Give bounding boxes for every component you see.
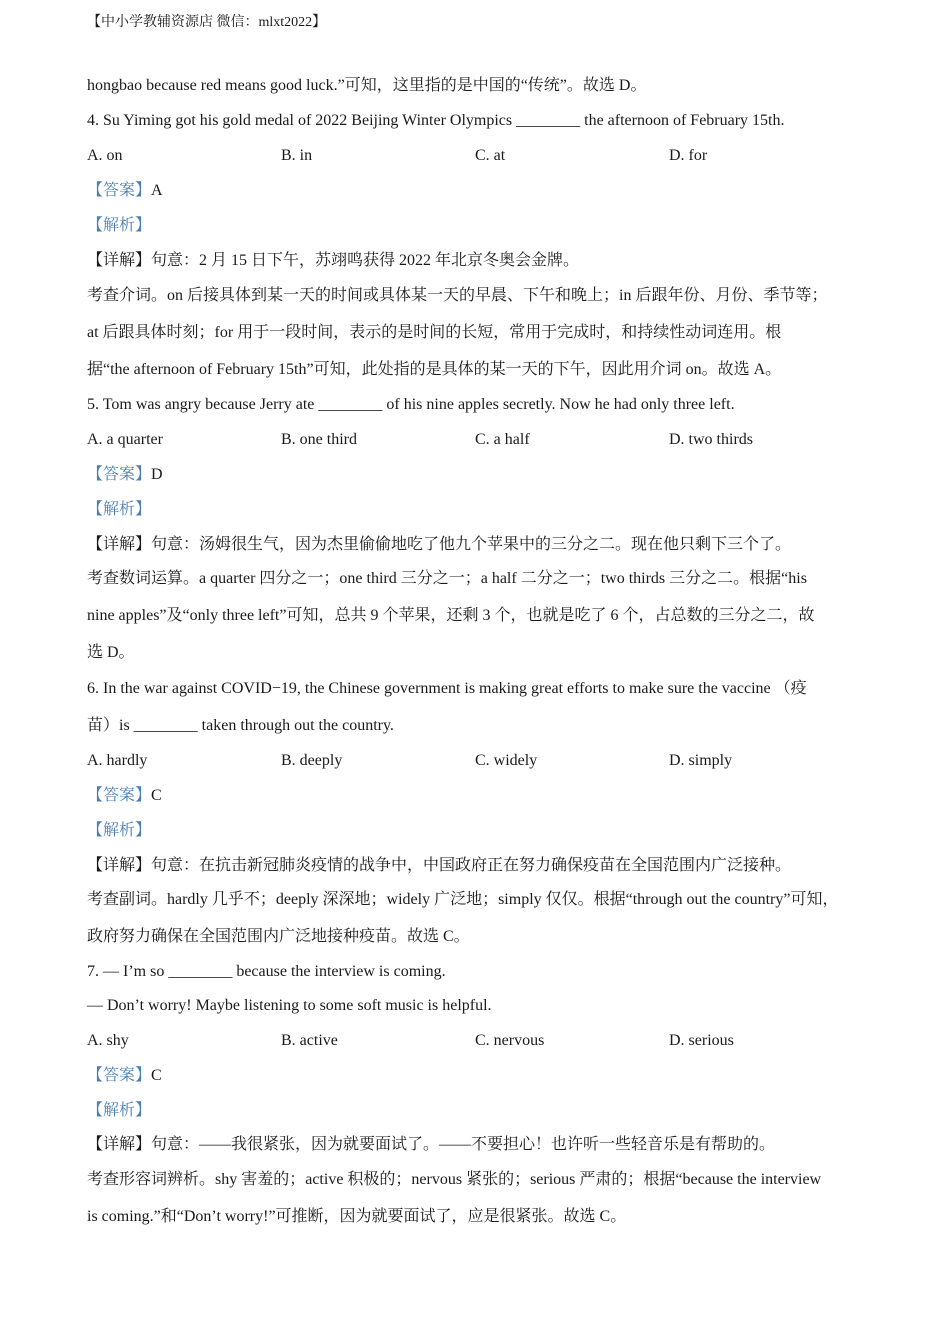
question-6-option-d: D. simply bbox=[669, 752, 733, 769]
question-6-stem: 6. In the war against COVID−19, the Chinese government is making great efforts to make sure the vaccine （疫 bbox=[87, 680, 807, 697]
question-6-analysis-label: 【解析】 bbox=[87, 822, 152, 839]
question-7-detail-1 bbox=[87, 1135, 775, 1155]
detail-text: 句意：2 月 15 日下午，苏翊鸣获得 2022 年北京冬奥会金牌。 bbox=[151, 252, 580, 269]
question-4-detail-1 bbox=[87, 251, 579, 271]
question-4-detail-3: at 后跟具体时刻；for 用于一段时间，表示的是时间的长短，常用于完成时，和持续性动词连用。根 bbox=[87, 324, 782, 341]
question-7-answer bbox=[87, 1066, 162, 1086]
question-7-option-b: B. active bbox=[281, 1032, 338, 1049]
answer-label: 【答案】 bbox=[87, 1067, 152, 1084]
question-7-detail-3: is coming.”和“Don’t worry!”可推断，因为就要面试了，应是很紧张。故选 C。 bbox=[87, 1208, 627, 1225]
question-6-detail-3: 政府努力确保在全国范围内广泛地接种疫苗。故选 C。 bbox=[87, 928, 470, 945]
page-header: 【中小学教辅资源店 微信：mlxt2022】 bbox=[87, 15, 327, 30]
question-4-option-c: C. at bbox=[475, 147, 506, 164]
question-6-answer bbox=[87, 786, 162, 806]
question-7-option-c: C. nervous bbox=[475, 1032, 545, 1049]
question-6-option-a: A. hardly bbox=[87, 752, 148, 769]
question-4-analysis-label: 【解析】 bbox=[87, 217, 152, 234]
answer-value: C bbox=[151, 787, 162, 804]
detail-label: 【详解】 bbox=[87, 1136, 152, 1153]
question-4-option-b: B. in bbox=[281, 147, 313, 164]
question-5-answer bbox=[87, 465, 163, 485]
detail-label: 【详解】 bbox=[87, 536, 152, 553]
detail-label: 【详解】 bbox=[87, 252, 152, 269]
question-4-detail-2: 考查介词。on 后接具体到某一天的时间或具体某一天的早晨、下午和晚上；in 后跟年份、月份、季节等； bbox=[87, 287, 828, 304]
question-5-stem: 5. Tom was angry because Jerry ate ________ of his nine apples secretly. Now he had only three left. bbox=[87, 396, 735, 413]
answer-value: C bbox=[151, 1067, 162, 1084]
question-7-option-d: D. serious bbox=[669, 1032, 734, 1049]
question-6-detail-1 bbox=[87, 856, 791, 876]
question-4-option-d: D. for bbox=[669, 147, 708, 164]
answer-label: 【答案】 bbox=[87, 182, 152, 199]
question-4-answer bbox=[87, 181, 163, 201]
question-6-stem-continued: 苗）is ________ taken through out the country. bbox=[87, 717, 394, 734]
answer-value: A bbox=[151, 182, 163, 199]
detail-text: 句意：汤姆很生气，因为杰里偷偷地吃了他九个苹果中的三分之二。现在他只剩下三个了。 bbox=[151, 536, 792, 553]
question-5-option-c: C. a half bbox=[475, 431, 530, 448]
question-7-stem: 7. — I’m so ________ because the interview is coming. bbox=[87, 963, 446, 980]
question-7-detail-2: 考查形容词辨析。shy 害羞的；active 积极的；nervous 紧张的；serious 严肃的；根据“because the interview bbox=[87, 1171, 822, 1188]
question-6-option-c: C. widely bbox=[475, 752, 538, 769]
question-5-option-d: D. two thirds bbox=[669, 431, 753, 448]
answer-label: 【答案】 bbox=[87, 466, 152, 483]
question-5-detail-3: nine apples”及“only three left”可知，总共 9 个苹果，还剩 3 个，也就是吃了 6 个，占总数的三分之二，故 bbox=[87, 607, 815, 624]
detail-text: 句意：在抗击新冠肺炎疫情的战争中，中国政府正在努力确保疫苗在全国范围内广泛接种。 bbox=[151, 857, 792, 874]
answer-value: D bbox=[151, 466, 163, 483]
question-5-detail-2: 考查数词运算。a quarter 四分之一；one third 三分之一；a half 二分之一；two thirds 三分之二。根据“his bbox=[87, 570, 807, 587]
question-7-stem-reply: — Don’t worry! Maybe listening to some soft music is helpful. bbox=[87, 997, 492, 1014]
question-5-detail-1 bbox=[87, 535, 791, 555]
answer-label: 【答案】 bbox=[87, 787, 152, 804]
question-5-detail-4: 选 D。 bbox=[87, 644, 135, 661]
question-6-option-b: B. deeply bbox=[281, 752, 343, 769]
question-7-option-a: A. shy bbox=[87, 1032, 129, 1049]
question-4-detail-4: 据“the afternoon of February 15th”可知，此处指的是具体的某一天的下午，因此用介词 on。故选 A。 bbox=[87, 361, 782, 378]
question-5-option-a: A. a quarter bbox=[87, 431, 163, 448]
question-7-analysis-label: 【解析】 bbox=[87, 1102, 152, 1119]
detail-text: 句意：——我很紧张，因为就要面试了。——不要担心！也许听一些轻音乐是有帮助的。 bbox=[151, 1136, 776, 1153]
question-4-option-a: A. on bbox=[87, 147, 123, 164]
previous-question-tail: hongbao because red means good luck.”可知，这里指的是中国的“传统”。故选 D。 bbox=[87, 77, 647, 94]
question-4-stem: 4. Su Yiming got his gold medal of 2022 Beijing Winter Olympics ________ the afternoon of February 15th. bbox=[87, 112, 785, 129]
detail-label: 【详解】 bbox=[87, 857, 152, 874]
question-5-option-b: B. one third bbox=[281, 431, 357, 448]
question-6-detail-2: 考查副词。hardly 几乎不；deeply 深深地；widely 广泛地；simply 仅仅。根据“through out the country”可知， bbox=[87, 891, 839, 908]
question-5-analysis-label: 【解析】 bbox=[87, 501, 152, 518]
